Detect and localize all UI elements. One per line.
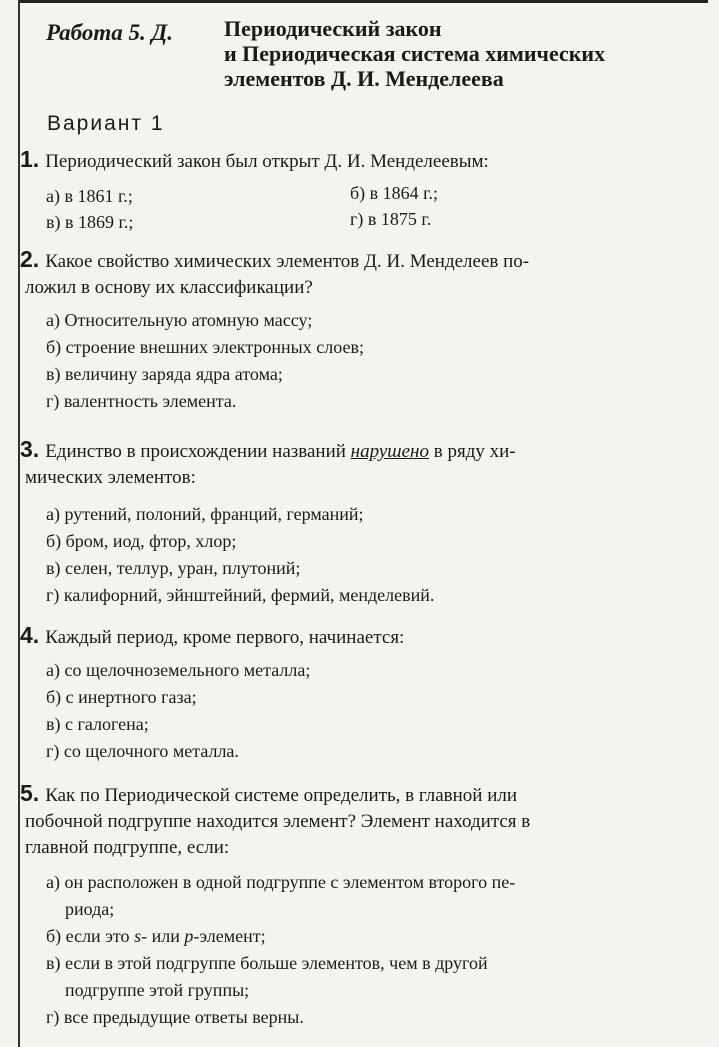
question-text: 2. Какое свойство химических элементов Д. И. Менделеев по- ложил в основу их классификации? <box>20 246 530 298</box>
worksheet-title <box>224 16 694 91</box>
question-number: 3. <box>20 436 40 462</box>
emphasized-word: нарушено <box>350 441 429 462</box>
answer-option: в) величину заряда ядра атома; <box>46 364 283 384</box>
question-text: 4. Каждый период, кроме первого, начинается: <box>20 622 405 648</box>
answer-option: а) в 1861 г.; <box>46 186 133 206</box>
answer-option: г) со щелочного металла. <box>46 741 239 761</box>
variant-label: Вариант 1 <box>47 112 165 135</box>
answer-option: г) калифорний, эйнштейний, фермий, менделевий. <box>46 585 435 605</box>
question-1 <box>20 146 692 239</box>
question-number: 5. <box>20 780 40 806</box>
answer-option: б) если это s- или p-элемент; <box>46 926 266 946</box>
answer-option-continuation: риода; <box>65 899 115 919</box>
answer-option: б) с инертного газа; <box>46 687 197 707</box>
answer-option: а) Относительную атомную массу; <box>46 310 313 330</box>
question-text: 5. Как по Периодической системе определить, в главной или побочной подгруппе находится элемент? Элемент находится в главной подгруппе, если: <box>20 780 531 858</box>
work-label: Работа 5. Д. <box>46 20 173 45</box>
question-text: 3. Единство в происхождении названий нарушено в ряду хи- мических элементов: <box>20 436 516 488</box>
question-5 <box>20 780 692 1031</box>
answer-option: а) со щелочноземельного металла; <box>46 660 311 680</box>
answer-options <box>20 307 692 415</box>
answer-option: в) с галогена; <box>46 714 149 734</box>
answer-option: б) строение внешних электронных слоев; <box>46 337 364 357</box>
answer-option: в) в 1869 г.; <box>46 212 134 232</box>
answer-option: б) бром, иод, фтор, хлор; <box>46 531 237 551</box>
s-symbol: s <box>134 926 142 946</box>
answer-option: г) в 1875 г. <box>350 209 432 229</box>
question-text: 1. Периодический закон был открыт Д. И. Менделеевым: <box>20 146 489 172</box>
answer-options <box>20 501 692 609</box>
title-line: и Периодическая система химических <box>224 41 606 66</box>
question-number: 1. <box>20 146 40 172</box>
answer-options <box>20 183 692 239</box>
p-symbol: p <box>184 926 194 946</box>
answer-option: в) селен, теллур, уран, плутоний; <box>46 558 301 578</box>
answer-option-continuation: подгруппе этой группы; <box>65 980 250 1000</box>
top-border-line <box>18 0 708 3</box>
answer-option: а) рутений, полоний, франций, германий; <box>46 504 364 524</box>
question-number: 4. <box>20 622 40 648</box>
title-line: элементов Д. И. Менделеева <box>224 66 504 91</box>
question-4 <box>20 622 692 765</box>
answer-options <box>20 657 692 765</box>
title-line: Периодический закон <box>224 16 442 41</box>
question-2 <box>20 246 692 415</box>
answer-option: г) валентность элемента. <box>46 391 237 411</box>
answer-option: б) в 1864 г.; <box>350 183 439 203</box>
answer-option: а) он расположен в одной подгруппе с элементом второго пе- <box>46 872 516 892</box>
answer-option: г) все предыдущие ответы верны. <box>46 1007 304 1027</box>
question-number: 2. <box>20 246 40 272</box>
answer-option: в) если в этой подгруппе больше элементов, чем в другой <box>46 953 488 973</box>
question-3 <box>20 436 692 609</box>
answer-options <box>20 869 692 1031</box>
